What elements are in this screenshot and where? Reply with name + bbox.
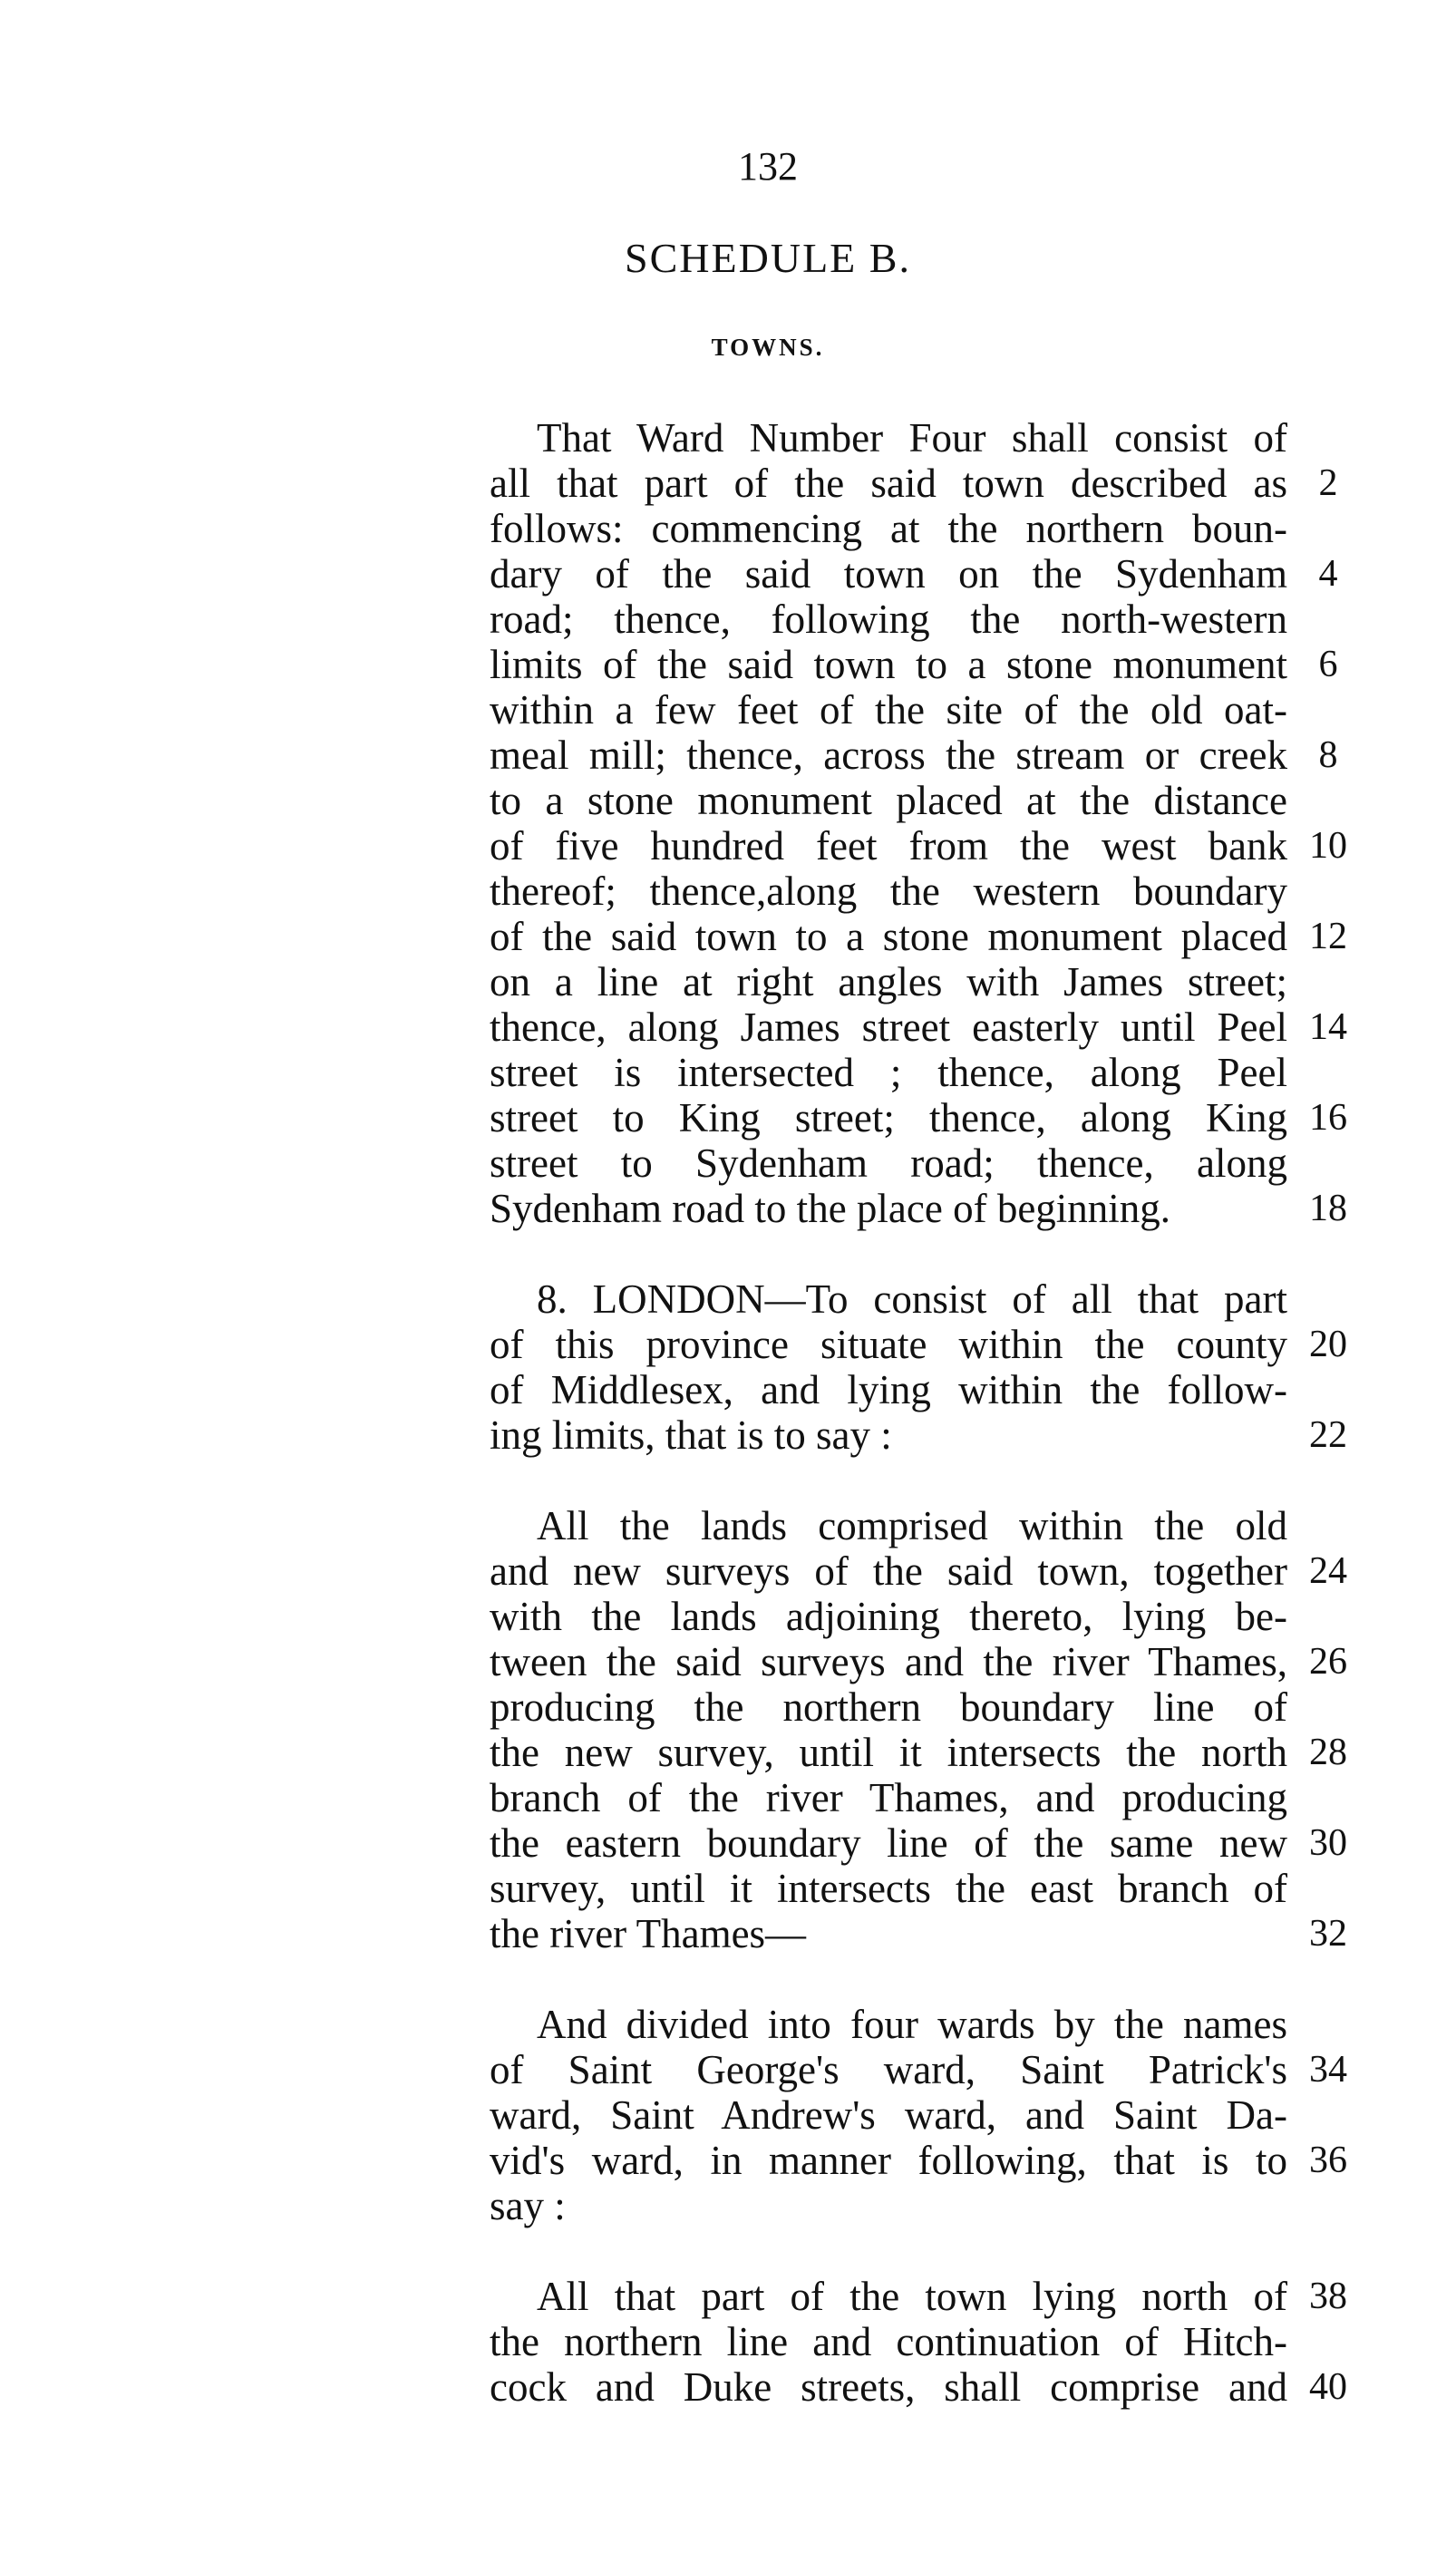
line-number: 28 [1309, 1732, 1347, 1773]
line-number: 40 [1309, 2366, 1347, 2408]
line-text: limits of the said town to a stone monument [490, 642, 1287, 687]
line-text: And divided into four wards by the names [537, 2002, 1287, 2047]
line-text: with the lands adjoining thereto, lying be- [490, 1594, 1287, 1639]
text-line [490, 1684, 1369, 1730]
line-number: 24 [1309, 1550, 1347, 1592]
line-text: road; thence, following the north-western [490, 597, 1287, 642]
line-number: 14 [1309, 1006, 1347, 1048]
text-line [490, 642, 1369, 687]
text-line [490, 1050, 1369, 1095]
line-text: Sydenham road to the place of beginning. [490, 1186, 1171, 1231]
paragraph-gap [490, 1231, 1369, 1276]
text-line [490, 2319, 1369, 2364]
text-line [490, 869, 1369, 914]
text-line [490, 415, 1369, 461]
line-text: tween the said surveys and the river Thames, [490, 1639, 1287, 1684]
text-line [490, 1412, 1369, 1458]
line-number: 22 [1309, 1414, 1347, 1456]
page-number: 132 [738, 144, 798, 189]
text-line [490, 2092, 1369, 2138]
line-number: 38 [1309, 2276, 1347, 2317]
text-line [490, 1004, 1369, 1050]
text-line [490, 1095, 1369, 1140]
text-line [490, 1140, 1369, 1186]
line-text: thence, along James street easterly until Peel [490, 1004, 1287, 1050]
line-text: All the lands comprised within the old [537, 1503, 1287, 1548]
text-line [490, 1775, 1369, 1820]
line-text: ward, Saint Andrew's ward, and Saint Da- [490, 2092, 1287, 2138]
text-line [490, 2002, 1369, 2047]
line-text: say : [490, 2183, 566, 2228]
line-text: the river Thames— [490, 1911, 807, 1956]
line-text: thereof; thence,along the western boundary [490, 869, 1287, 914]
text-line [490, 461, 1369, 506]
line-text: meal mill; thence, across the stream or creek [490, 733, 1287, 778]
line-number: 20 [1309, 1324, 1347, 1365]
text-line [490, 1503, 1369, 1548]
line-text: street to King street; thence, along King [490, 1095, 1287, 1140]
line-text: of Middlesex, and lying within the follow- [490, 1367, 1287, 1412]
text-line [490, 823, 1369, 869]
text-line [490, 1594, 1369, 1639]
section-heading: TOWNS. [711, 334, 825, 361]
line-text: dary of the said town on the Sydenham [490, 551, 1287, 597]
text-line [490, 1548, 1369, 1594]
line-text: survey, until it intersects the east branch of [490, 1866, 1287, 1911]
line-number: 34 [1309, 2049, 1347, 2091]
line-text: within a few feet of the site of the old oat- [490, 687, 1287, 733]
line-text: street is intersected ; thence, along Peel [490, 1050, 1287, 1095]
line-number: 10 [1309, 825, 1347, 867]
line-number: 8 [1318, 734, 1338, 776]
text-line [490, 1866, 1369, 1911]
line-text: of the said town to a stone monument placed [490, 914, 1287, 959]
text-line [490, 1186, 1369, 1231]
text-line [490, 914, 1369, 959]
text-line [490, 1367, 1369, 1412]
line-text: the new survey, until it intersects the north [490, 1730, 1287, 1775]
text-line [490, 1730, 1369, 1775]
line-number: 2 [1318, 462, 1338, 504]
line-text: That Ward Number Four shall consist of [537, 415, 1287, 461]
line-number: 12 [1309, 916, 1347, 957]
text-line [490, 2138, 1369, 2183]
line-number: 6 [1318, 644, 1338, 685]
line-number: 26 [1309, 1641, 1347, 1683]
text-line [490, 1322, 1369, 1367]
body-text [490, 415, 1369, 2410]
text-line [490, 1911, 1369, 1956]
text-line [490, 2183, 1369, 2228]
text-line [490, 733, 1369, 778]
line-text: to a stone monument placed at the distance [490, 778, 1287, 823]
line-text: of five hundred feet from the west bank [490, 823, 1287, 869]
line-text: ing limits, that is to say : [490, 1412, 892, 1458]
text-line [490, 959, 1369, 1004]
text-line [490, 1820, 1369, 1866]
line-text: of Saint George's ward, Saint Patrick's [490, 2047, 1287, 2092]
line-text: the northern line and continuation of Hitch- [490, 2319, 1287, 2364]
text-line [490, 687, 1369, 733]
text-line [490, 506, 1369, 551]
line-number: 30 [1309, 1822, 1347, 1864]
line-text: cock and Duke streets, shall comprise and [490, 2364, 1287, 2410]
line-number: 32 [1309, 1913, 1347, 1955]
line-number: 36 [1309, 2140, 1347, 2181]
line-text: vid's ward, in manner following, that is to [490, 2138, 1287, 2183]
line-text: All that part of the town lying north of [537, 2274, 1287, 2319]
line-number: 18 [1309, 1188, 1347, 1229]
text-line [490, 551, 1369, 597]
line-text: street to Sydenham road; thence, along [490, 1140, 1287, 1186]
schedule-title: SCHEDULE B. [625, 235, 911, 281]
text-line [490, 597, 1369, 642]
line-text: the eastern boundary line of the same new [490, 1820, 1287, 1866]
text-line [490, 1639, 1369, 1684]
line-text: and new surveys of the said town, together [490, 1548, 1287, 1594]
paragraph-gap [490, 1458, 1369, 1503]
line-text: of this province situate within the county [490, 1322, 1287, 1367]
line-text: all that part of the said town described as [490, 461, 1287, 506]
text-line [490, 2047, 1369, 2092]
line-text: follows: commencing at the northern boun- [490, 506, 1287, 551]
text-line [490, 2274, 1369, 2319]
text-line [490, 2364, 1369, 2410]
line-number: 4 [1318, 553, 1338, 595]
line-text: producing the northern boundary line of [490, 1684, 1287, 1730]
line-number: 16 [1309, 1097, 1347, 1139]
text-line [490, 1276, 1369, 1322]
line-text: branch of the river Thames, and producing [490, 1775, 1287, 1820]
line-text: 8. LONDON—To consist of all that part [537, 1276, 1287, 1322]
paragraph-gap [490, 1956, 1369, 2002]
text-line [490, 778, 1369, 823]
paragraph-gap [490, 2228, 1369, 2274]
line-text: on a line at right angles with James street; [490, 959, 1287, 1004]
